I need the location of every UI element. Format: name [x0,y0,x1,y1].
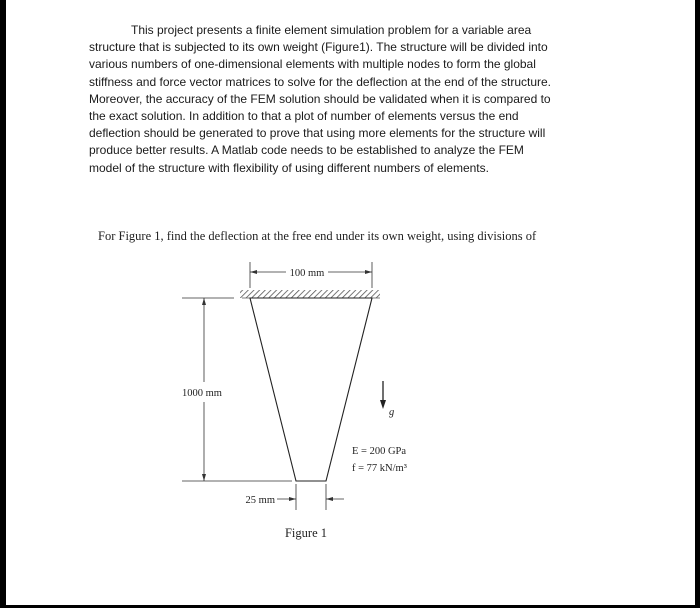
gravity-arrow [380,381,394,418]
gravity-label: g [389,407,395,418]
bottom-width-dimension [246,484,344,510]
figure-caption: Figure 1 [284,526,328,540]
intro-line-5: Moreover, the accuracy of the FEM solution should be validated when it is compared to [89,91,551,106]
intro-line-7: deflection should be generated to prove that using more elements for the structure will [89,126,546,141]
height-label: 1000 mm [182,388,222,399]
weight-density-label: f = 77 kN/m³ [352,463,407,474]
question-text: For Figure 1, find the deflection at the free end under its own weight, using divisions of [98,229,537,243]
intro-line-6: the exact solution. In addition to that a plot of number of elements versus the end [89,109,519,124]
top-width-label: 100 mm [289,268,325,279]
intro-line-9: model of the structure with flexibility of using different numbers of elements. [89,160,489,175]
intro-line-4: stiffness and force vector matrices to solve for the deflection at the end of the structure. [89,74,552,89]
intro-line-8: produce better results. A Matlab code needs to be established to analyze the FEM [89,143,524,158]
document-page [6,0,695,605]
figure-1-diagram [6,0,695,605]
fixed-support [240,290,380,298]
bottom-width-label: 25 mm [245,495,275,506]
modulus-label: E = 200 GPa [352,446,407,457]
top-width-dimension [250,262,372,288]
intro-line-3: various numbers of one-dimensional elements with multiple nodes to form the global [89,57,536,72]
intro-line-1: This project presents a finite element simulation problem for a variable area [131,23,532,37]
intro-line-2: structure that is subjected to its own weight (Figure1). The structure will be divided into [89,40,548,55]
